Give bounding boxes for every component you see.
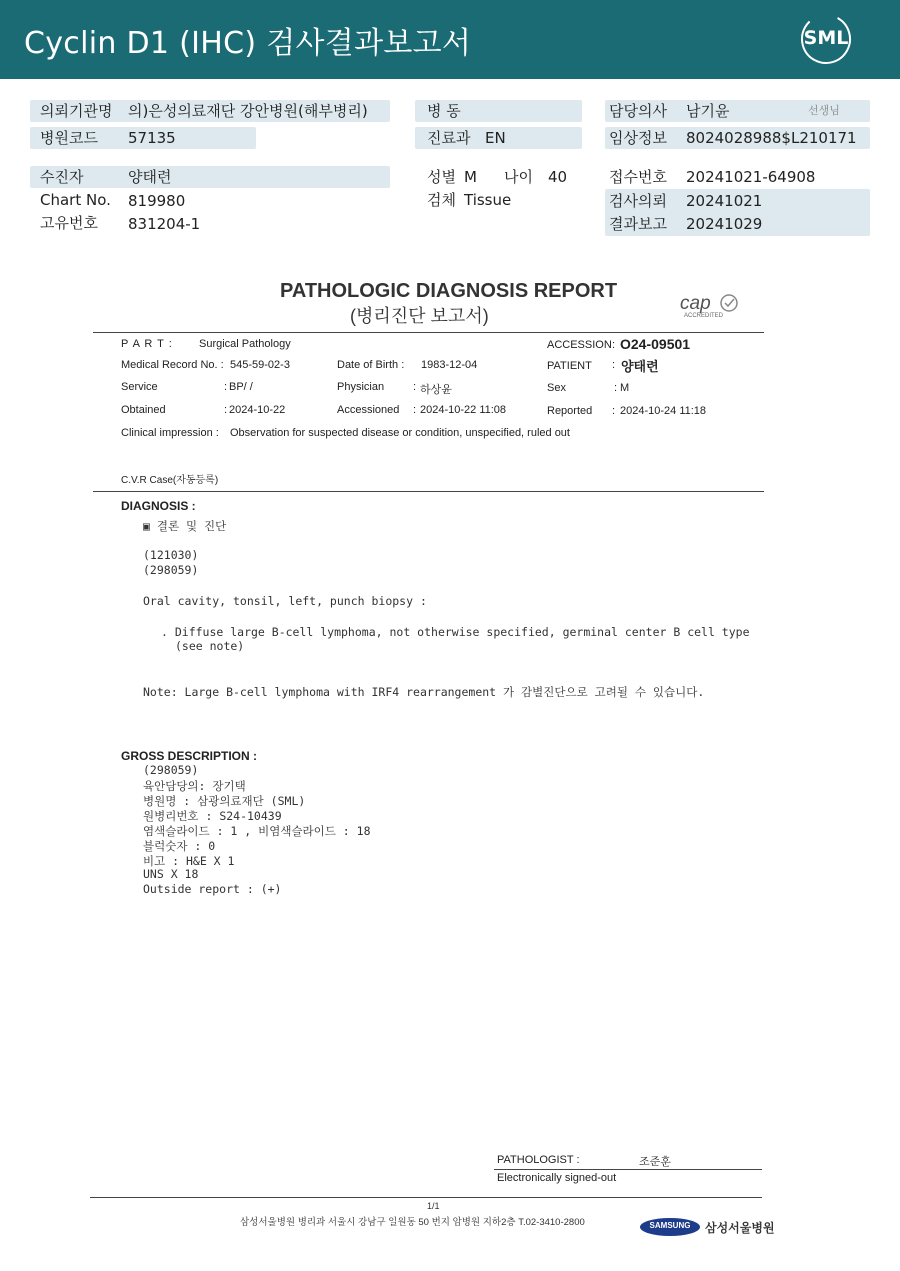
cap-logo-text: cap: [680, 293, 711, 314]
ward-label: 병 동: [427, 102, 461, 120]
patient-label: 수진자: [40, 168, 84, 186]
sex-label: 성별: [427, 168, 456, 186]
diagnosis-line: . Diffuse large B-cell lymphoma, not otherwise specified, germinal center B cell type: [161, 625, 750, 639]
gross-line: Outside report : (+): [143, 882, 282, 896]
sml-logo: [798, 13, 854, 65]
samsung-logo-text: SAMSUNG: [649, 1221, 691, 1230]
reported-label: Reported: [547, 405, 593, 417]
footer-address: 삼성서울병원 병리과 서울시 강남구 일원동 50 번지 암병원 지하2층 T.02-3410-2800: [240, 1217, 585, 1228]
obtained-label: Obtained: [121, 404, 166, 416]
test-request-value: 20241021: [686, 192, 763, 210]
specimen-value: Tissue: [464, 191, 512, 209]
page-title: Cyclin D1 (IHC) 검사결과보고서: [24, 26, 472, 61]
accession-label: ACCESSION: [547, 339, 612, 351]
sml-logo-text: SML: [803, 27, 849, 49]
report-subtitle: (병리진단 보고서): [350, 306, 489, 326]
result-report-label: 결과보고: [609, 215, 667, 233]
samsung-logo: [640, 1218, 700, 1236]
cvr-case: C.V.R Case(자동등록): [121, 475, 219, 486]
diagnosis-line: (121030): [143, 548, 199, 562]
gross-line: UNS X 18: [143, 867, 199, 881]
physician-value: 하상윤: [420, 384, 452, 396]
diagnosis-line: Note: Large B-cell lymphoma with IRF4 rearrangement 가 감별진단으로 고려될 수 있습니다.: [143, 685, 705, 699]
hospital-code-value: 57135: [128, 129, 176, 147]
diagnosis-line: Oral cavity, tonsil, left, punch biopsy :: [143, 594, 427, 608]
info-bar-patient: [30, 166, 390, 188]
mrn-label: Medical Record No. :: [121, 359, 224, 371]
hospital-logo: 삼성서울병원: [705, 1221, 775, 1235]
diagnosis-line: (298059): [143, 563, 199, 577]
accessioned-label: Accessioned: [337, 404, 400, 416]
chart-label: Chart No.: [40, 191, 111, 209]
sex-value-report: M: [620, 382, 630, 394]
age-value: 40: [548, 168, 568, 186]
patient-label-report: PATIENT: [547, 360, 592, 372]
gross-line: (298059): [143, 763, 199, 777]
receipt-no-value: 20241021-64908: [686, 168, 816, 186]
dob-value: 1983-12-04: [421, 359, 478, 371]
signed-out: Electronically signed-out: [497, 1172, 617, 1184]
divider: [90, 1197, 762, 1198]
clinical-info-label: 임상정보: [609, 129, 667, 147]
service-value: BP/ /: [229, 381, 253, 393]
part-value: Surgical Pathology: [199, 338, 291, 350]
hospital-code-label: 병원코드: [40, 129, 98, 147]
gross-line: 원병리번호 : S24-10439: [143, 809, 282, 823]
gross-line: 비고 : H&E X 1: [143, 854, 235, 868]
specimen-label: 검체: [427, 191, 456, 209]
gross-line: 병원명 : 삼광의료재단 (SML): [143, 794, 306, 808]
sex-label-report: Sex: [547, 382, 566, 394]
receipt-no-label: 접수번호: [609, 168, 667, 186]
pathologist-label: PATHOLOGIST :: [497, 1154, 580, 1166]
page-number: 1/1: [427, 1201, 440, 1211]
patient-value: 양태련: [128, 168, 172, 186]
age-label: 나이: [504, 168, 533, 186]
clinical-impression-label: Clinical impression :: [121, 427, 219, 439]
physician-label: Physician: [337, 381, 385, 393]
diagnosis-line: (see note): [175, 639, 245, 653]
unique-no-label: 고유번호: [40, 214, 98, 232]
gross-line: 육안담당의: 장기택: [143, 779, 246, 793]
report-header: [0, 0, 900, 79]
divider: [93, 332, 764, 333]
divider: [494, 1169, 762, 1170]
part-label: P A R T :: [121, 338, 173, 350]
cap-logo: [680, 293, 742, 323]
clinical-impression-value: Observation for suspected disease or condition, unspecified, ruled out: [230, 427, 570, 439]
dept-value: EN: [485, 129, 506, 147]
accession-value: O24-09501: [620, 336, 691, 352]
doctor-suffix: 선생님: [808, 104, 840, 117]
diagnosis-line: ▣ 결론 및 진단: [143, 519, 227, 533]
doctor-value: 남기윤: [686, 102, 730, 120]
chart-value: 819980: [128, 192, 186, 210]
accessioned-value: 2024-10-22 11:08: [420, 404, 507, 416]
report-title: PATHOLOGIC DIAGNOSIS REPORT: [280, 280, 618, 302]
cap-accredited: ACCREDITED: [684, 313, 724, 319]
sex-value: M: [464, 168, 477, 186]
clinical-info-value: 8024028988$L210171: [686, 129, 857, 147]
result-report-value: 20241029: [686, 215, 763, 233]
unique-no-value: 831204-1: [128, 215, 201, 233]
referring-org-label: 의뢰기관명: [40, 102, 113, 120]
diagnosis-heading: DIAGNOSIS :: [121, 499, 196, 513]
gross-line: 블럭숫자 : 0: [143, 839, 216, 853]
service-label: Service: [121, 381, 158, 393]
dept-label: 진료과: [427, 129, 471, 147]
reported-value: 2024-10-24 11:18: [620, 405, 707, 417]
mrn-value: 545-59-02-3: [230, 359, 290, 371]
pathologist-value: 조준훈: [639, 1156, 671, 1168]
referring-org-value: 의)은성의료재단 강안병원(해부병리): [128, 102, 368, 120]
test-request-label: 검사의뢰: [609, 192, 667, 210]
obtained-value: 2024-10-22: [229, 404, 286, 416]
dob-label: Date of Birth :: [337, 359, 405, 371]
doctor-label: 담당의사: [609, 102, 667, 120]
patient-value-report: 양태련: [621, 359, 659, 374]
gross-heading: GROSS DESCRIPTION :: [121, 749, 258, 763]
gross-line: 염색슬라이드 : 1 , 비염색슬라이드 : 18: [143, 824, 371, 838]
divider: [93, 491, 764, 492]
